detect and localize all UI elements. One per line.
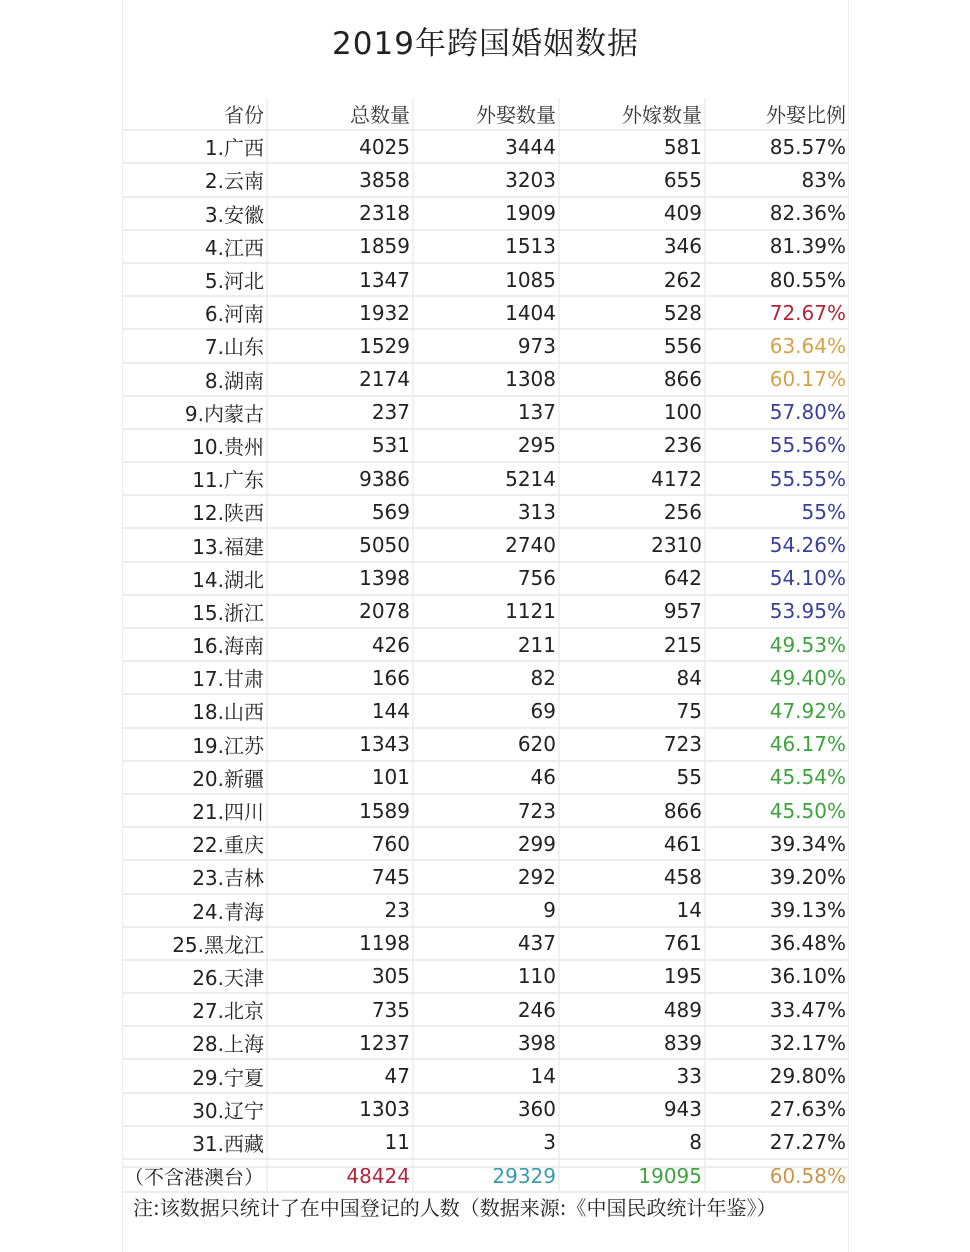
- table-row: [123, 794, 848, 827]
- cell-wife-out: 489: [559, 993, 705, 1026]
- table-row: [123, 894, 848, 927]
- table-row: [123, 329, 848, 362]
- cell-total: 1529: [267, 329, 413, 362]
- cell-ratio: 46.17%: [705, 728, 848, 761]
- cell-province: 7.山东: [123, 329, 267, 362]
- cell-wife-in: 69: [413, 694, 559, 727]
- cell-wife-in: 3: [413, 1126, 559, 1159]
- cell-province: 16.海南: [123, 628, 267, 661]
- cell-province: 31.西藏: [123, 1126, 267, 1159]
- cell-wife-out: 2310: [559, 528, 705, 561]
- cell-ratio: 45.50%: [705, 794, 848, 827]
- cell-total: 4025: [267, 130, 413, 163]
- cell-ratio: 60.17%: [705, 363, 848, 396]
- cell-total: 1237: [267, 1026, 413, 1059]
- cell-wife-in: 292: [413, 860, 559, 893]
- cell-ratio: 55.56%: [705, 429, 848, 462]
- cell-province: 9.内蒙古: [123, 396, 267, 429]
- cell-wife-in: 82: [413, 661, 559, 694]
- cell-ratio: 53.95%: [705, 595, 848, 628]
- cell-ratio: 49.40%: [705, 661, 848, 694]
- cell-wife-out: 8: [559, 1126, 705, 1159]
- cell-ratio: 81.39%: [705, 230, 848, 263]
- cell-wife-out: 100: [559, 396, 705, 429]
- cell-total: 5050: [267, 528, 413, 561]
- table-row: [123, 396, 848, 429]
- cell-wife-in: 1085: [413, 263, 559, 296]
- table-row: [123, 562, 848, 595]
- cell-ratio: 83%: [705, 163, 848, 196]
- cell-province: 5.河北: [123, 263, 267, 296]
- cell-total: 305: [267, 960, 413, 993]
- cell-ratio: 85.57%: [705, 130, 848, 163]
- cell-wife-out: 75: [559, 694, 705, 727]
- cell-province: 1.广西: [123, 130, 267, 163]
- cell-wife-out: 581: [559, 130, 705, 163]
- cell-ratio: 54.10%: [705, 562, 848, 595]
- header-row: [123, 98, 848, 130]
- cell-wife-out: 556: [559, 329, 705, 362]
- cell-wife-in: 1308: [413, 363, 559, 396]
- cell-total: 101: [267, 761, 413, 794]
- cell-total: 745: [267, 860, 413, 893]
- cell-ratio: 63.64%: [705, 329, 848, 362]
- cell-province: 21.四川: [123, 794, 267, 827]
- source-note: 注:该数据只统计了在中国登记的人数（数据来源:《中国民政统计年鉴》）: [133, 1196, 777, 1220]
- cell-ratio: 39.20%: [705, 860, 848, 893]
- spreadsheet-page: [122, 0, 849, 1252]
- table-row: [123, 927, 848, 960]
- cell-wife-in: 110: [413, 960, 559, 993]
- cell-wife-out: 761: [559, 927, 705, 960]
- cell-ratio: 27.27%: [705, 1126, 848, 1159]
- cell-total: 237: [267, 396, 413, 429]
- cell-wife-in: 5214: [413, 462, 559, 495]
- cell-wife-out: 866: [559, 794, 705, 827]
- table-row: [123, 1093, 848, 1126]
- cell-wife-in: 3444: [413, 130, 559, 163]
- table-row: [123, 296, 848, 329]
- cell-total: 1589: [267, 794, 413, 827]
- cell-ratio: 27.63%: [705, 1093, 848, 1126]
- table-row: [123, 1126, 848, 1159]
- cell-wife-in: 620: [413, 728, 559, 761]
- table-row: [123, 1026, 848, 1059]
- cell-wife-out: 528: [559, 296, 705, 329]
- cell-wife-out: 346: [559, 230, 705, 263]
- cell-province: 4.江西: [123, 230, 267, 263]
- cell-wife-in: 1909: [413, 197, 559, 230]
- cell-wife-out: 409: [559, 197, 705, 230]
- cell-ratio: 33.47%: [705, 993, 848, 1026]
- summary-total: 48424: [267, 1159, 413, 1192]
- table-row: [123, 495, 848, 528]
- cell-wife-out: 839: [559, 1026, 705, 1059]
- table-row: [123, 595, 848, 628]
- cell-total: 735: [267, 993, 413, 1026]
- cell-total: 1343: [267, 728, 413, 761]
- cell-province: 24.青海: [123, 894, 267, 927]
- cell-total: 2078: [267, 595, 413, 628]
- cell-province: 8.湖南: [123, 363, 267, 396]
- cell-province: 29.宁夏: [123, 1059, 267, 1092]
- cell-ratio: 36.48%: [705, 927, 848, 960]
- cell-total: 2174: [267, 363, 413, 396]
- cell-ratio: 54.26%: [705, 528, 848, 561]
- cell-total: 1198: [267, 927, 413, 960]
- cell-province: 18.山西: [123, 694, 267, 727]
- header-total: 总数量: [267, 98, 413, 130]
- cell-wife-in: 211: [413, 628, 559, 661]
- table-row: [123, 230, 848, 263]
- cell-ratio: 47.92%: [705, 694, 848, 727]
- cell-total: 1303: [267, 1093, 413, 1126]
- table-body: [123, 130, 848, 1159]
- cell-wife-in: 246: [413, 993, 559, 1026]
- cell-wife-in: 360: [413, 1093, 559, 1126]
- cell-total: 1347: [267, 263, 413, 296]
- table-row: [123, 761, 848, 794]
- cell-total: 760: [267, 827, 413, 860]
- cell-wife-in: 437: [413, 927, 559, 960]
- cell-wife-out: 866: [559, 363, 705, 396]
- table-row: [123, 197, 848, 230]
- cell-total: 11: [267, 1126, 413, 1159]
- table-row: [123, 363, 848, 396]
- cell-total: 9386: [267, 462, 413, 495]
- cell-total: 47: [267, 1059, 413, 1092]
- cell-province: 12.陕西: [123, 495, 267, 528]
- cell-wife-out: 723: [559, 728, 705, 761]
- cell-total: 3858: [267, 163, 413, 196]
- table-row: [123, 163, 848, 196]
- table-row: [123, 827, 848, 860]
- cell-wife-in: 1121: [413, 595, 559, 628]
- header-province: 省份: [123, 98, 267, 130]
- cell-wife-out: 55: [559, 761, 705, 794]
- cell-ratio: 55%: [705, 495, 848, 528]
- cell-province: 11.广东: [123, 462, 267, 495]
- page-title: 2019年跨国婚姻数据: [332, 26, 639, 62]
- cell-ratio: 36.10%: [705, 960, 848, 993]
- cell-wife-in: 973: [413, 329, 559, 362]
- cell-wife-in: 14: [413, 1059, 559, 1092]
- cell-province: 20.新疆: [123, 761, 267, 794]
- cell-wife-in: 723: [413, 794, 559, 827]
- cell-total: 23: [267, 894, 413, 927]
- cell-province: 25.黑龙江: [123, 927, 267, 960]
- table-row: [123, 130, 848, 163]
- cell-wife-in: 9: [413, 894, 559, 927]
- cell-wife-in: 1404: [413, 296, 559, 329]
- cell-wife-in: 2740: [413, 528, 559, 561]
- cell-wife-out: 195: [559, 960, 705, 993]
- cell-total: 1932: [267, 296, 413, 329]
- cell-province: 19.江苏: [123, 728, 267, 761]
- cell-total: 1859: [267, 230, 413, 263]
- cell-province: 28.上海: [123, 1026, 267, 1059]
- cell-wife-in: 46: [413, 761, 559, 794]
- cell-wife-out: 256: [559, 495, 705, 528]
- table-row: [123, 694, 848, 727]
- cell-wife-out: 461: [559, 827, 705, 860]
- cell-province: 27.北京: [123, 993, 267, 1026]
- cell-total: 426: [267, 628, 413, 661]
- cell-province: 26.天津: [123, 960, 267, 993]
- cell-province: 14.湖北: [123, 562, 267, 595]
- cell-province: 17.甘肃: [123, 661, 267, 694]
- cell-wife-out: 655: [559, 163, 705, 196]
- cell-ratio: 49.53%: [705, 628, 848, 661]
- cell-total: 569: [267, 495, 413, 528]
- cell-province: 3.安徽: [123, 197, 267, 230]
- cell-wife-in: 398: [413, 1026, 559, 1059]
- table-row: [123, 263, 848, 296]
- cell-ratio: 29.80%: [705, 1059, 848, 1092]
- cell-wife-out: 4172: [559, 462, 705, 495]
- cell-ratio: 80.55%: [705, 263, 848, 296]
- cell-wife-out: 84: [559, 661, 705, 694]
- cell-province: 6.河南: [123, 296, 267, 329]
- cell-wife-out: 262: [559, 263, 705, 296]
- cell-wife-out: 642: [559, 562, 705, 595]
- cell-province: 13.福建: [123, 528, 267, 561]
- table-row: [123, 429, 848, 462]
- cell-wife-in: 137: [413, 396, 559, 429]
- summary-wife-in: 29329: [413, 1159, 559, 1192]
- cell-wife-out: 957: [559, 595, 705, 628]
- summary-ratio: 60.58%: [705, 1159, 848, 1192]
- cell-province: 22.重庆: [123, 827, 267, 860]
- cell-ratio: 32.17%: [705, 1026, 848, 1059]
- cell-ratio: 39.34%: [705, 827, 848, 860]
- header-ratio: 外娶比例: [705, 98, 848, 130]
- header-wife-in: 外娶数量: [413, 98, 559, 130]
- table-row: [123, 462, 848, 495]
- table-row: [123, 1059, 848, 1092]
- cell-wife-out: 14: [559, 894, 705, 927]
- cell-wife-out: 458: [559, 860, 705, 893]
- table-row: [123, 661, 848, 694]
- table-row: [123, 960, 848, 993]
- summary-wife-out: 19095: [559, 1159, 705, 1192]
- table-row: [123, 860, 848, 893]
- cell-ratio: 39.13%: [705, 894, 848, 927]
- cell-province: 30.辽宁: [123, 1093, 267, 1126]
- cell-ratio: 57.80%: [705, 396, 848, 429]
- table-row: [123, 728, 848, 761]
- cell-wife-in: 313: [413, 495, 559, 528]
- table-row: [123, 528, 848, 561]
- cell-wife-in: 299: [413, 827, 559, 860]
- cell-total: 2318: [267, 197, 413, 230]
- table-row: [123, 628, 848, 661]
- cell-wife-in: 295: [413, 429, 559, 462]
- cell-wife-out: 33: [559, 1059, 705, 1092]
- cell-ratio: 82.36%: [705, 197, 848, 230]
- cell-province: 10.贵州: [123, 429, 267, 462]
- header-wife-out: 外嫁数量: [559, 98, 705, 130]
- cell-wife-in: 3203: [413, 163, 559, 196]
- cell-province: 15.浙江: [123, 595, 267, 628]
- cell-wife-out: 943: [559, 1093, 705, 1126]
- cell-ratio: 72.67%: [705, 296, 848, 329]
- cell-total: 531: [267, 429, 413, 462]
- cell-wife-in: 1513: [413, 230, 559, 263]
- cell-total: 166: [267, 661, 413, 694]
- table-row: [123, 993, 848, 1026]
- cell-ratio: 45.54%: [705, 761, 848, 794]
- cell-total: 1398: [267, 562, 413, 595]
- cell-wife-out: 215: [559, 628, 705, 661]
- cell-ratio: 55.55%: [705, 462, 848, 495]
- marriage-data-table: [123, 98, 848, 1193]
- cell-wife-in: 756: [413, 562, 559, 595]
- cell-total: 144: [267, 694, 413, 727]
- cell-wife-out: 236: [559, 429, 705, 462]
- summary-label: （不含港澳台）: [123, 1159, 267, 1192]
- cell-province: 23.吉林: [123, 860, 267, 893]
- cell-province: 2.云南: [123, 163, 267, 196]
